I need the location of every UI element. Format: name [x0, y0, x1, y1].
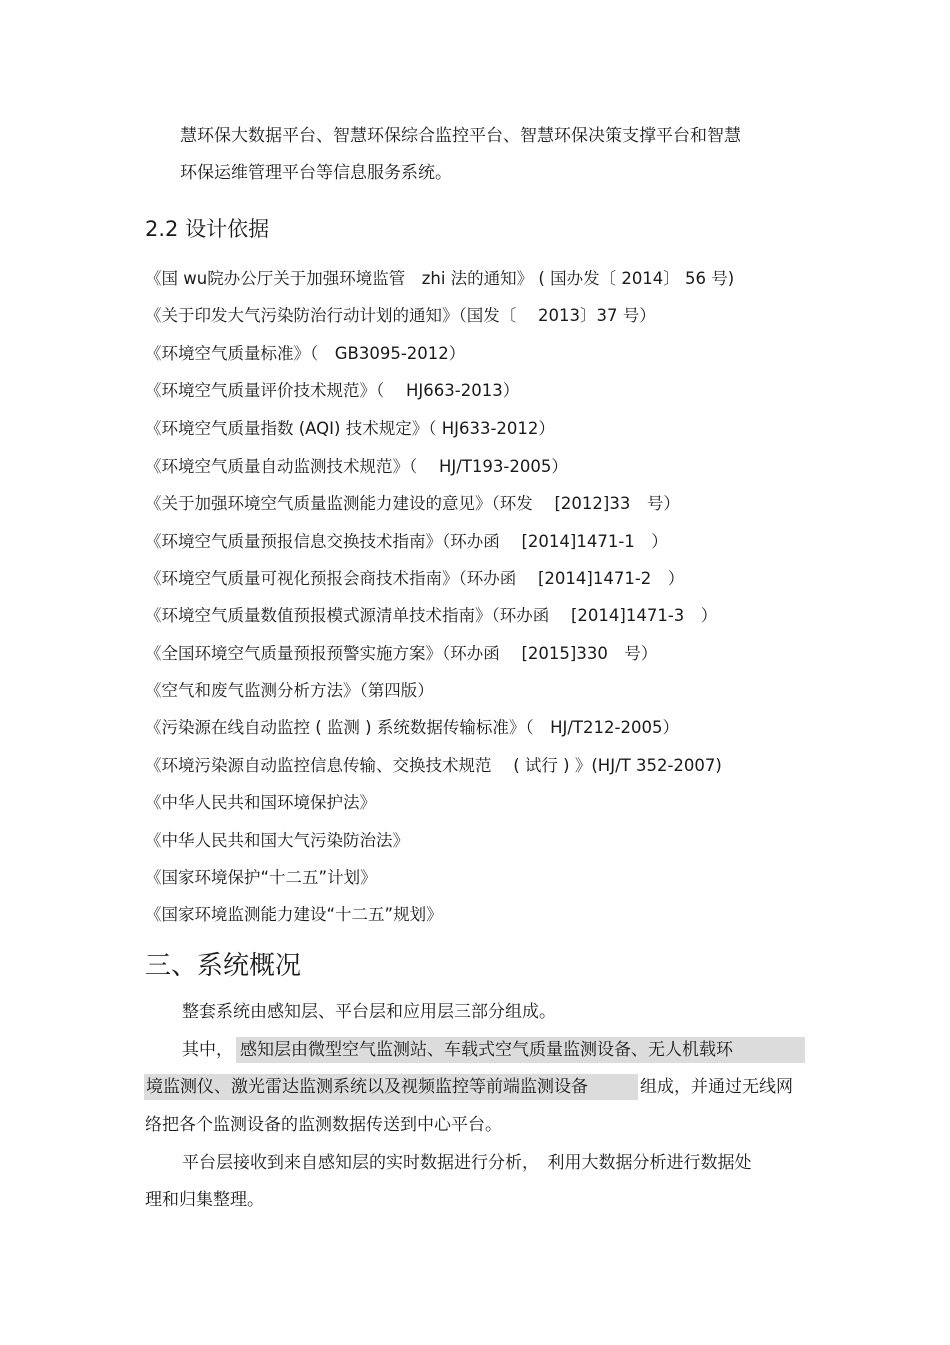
reference-item: 《环境空气质量指数 (AQI) 技术规定》（ HJ633-2012）: [145, 419, 555, 438]
reference-item: 《全国环境空气质量预报预警实施方案》（环办函 [2015]330 号）: [145, 644, 658, 663]
paragraph-2-prefix: 其中，: [182, 1040, 233, 1060]
reference-item: 《环境污染源自动监控信息传输、交换技术规范 ( 试行 ) 》(HJ/T 352-2007): [145, 756, 722, 775]
paragraph-1: 整套系统由感知层、平台层和应用层三部分组成。: [182, 1002, 556, 1022]
reference-item: 《国家环境监测能力建设“十二五”规划》: [145, 905, 443, 924]
reference-item: 《国家环境保护“十二五”计划》: [145, 868, 377, 887]
reference-item: 《环境空气质量评价技术规范》（ HJ663-2013）: [145, 381, 520, 400]
paragraph-3-line-2: 理和归集整理。: [145, 1190, 264, 1210]
reference-item: 《关于印发大气污染防治行动计划的通知》（国发〔 2013〕37 号）: [145, 306, 656, 325]
reference-item: 《环境空气质量自动监测技术规范》（ HJ/T193-2005）: [145, 457, 568, 476]
reference-item: 《环境空气质量标准》（ GB3095-2012）: [145, 344, 466, 363]
section-heading-3: 三、系统概况: [145, 951, 302, 981]
reference-item: 《环境空气质量预报信息交换技术指南》（环办函 [2014]1471-1 ）: [145, 532, 668, 551]
paragraph-2-highlight-2: 境监测仪、激光雷达监测系统以及视频监控等前端监测设备: [146, 1077, 588, 1097]
reference-item: 《中华人民共和国大气污染防治法》: [145, 831, 409, 850]
intro-line-2: 环保运维管理平台等信息服务系统。: [180, 163, 452, 183]
reference-item: 《环境空气质量可视化预报会商技术指南》（环办函 [2014]1471-2 ）: [145, 569, 685, 588]
intro-line-1: 慧环保大数据平台、智慧环保综合监控平台、智慧环保决策支撑平台和智慧: [180, 126, 741, 146]
reference-item: 《中华人民共和国环境保护法》: [145, 793, 376, 812]
reference-item: 《空气和废气监测分析方法》（第四版）: [145, 681, 434, 700]
paragraph-2-rest: 组成，并通过无线网: [640, 1077, 793, 1097]
section-heading-2-2: 2.2 设计依据: [145, 217, 270, 241]
reference-item: 《关于加强环境空气质量监测能力建设的意见》（环发 [2012]33 号）: [145, 494, 680, 513]
paragraph-3-line-1: 平台层接收到来自感知层的实时数据进行分析， 利用大数据分析进行数据处: [182, 1153, 752, 1173]
paragraph-2-line-3: 络把各个监测设备的监测数据传送到中心平台。: [145, 1115, 502, 1135]
reference-item: 《环境空气质量数值预报模式源清单技术指南》（环办函 [2014]1471-3 ）: [145, 606, 718, 625]
reference-item: 《国 wu院办公厅关于加强环境监管 zhi 法的通知》 ( 国办发〔 2014〕 56 号): [145, 269, 735, 288]
paragraph-2-highlight-1: 感知层由微型空气监测站、车载式空气质量监测设备、无人机载环: [240, 1040, 733, 1060]
reference-item: 《污染源在线自动监控 ( 监测 ) 系统数据传输标准》（ HJ/T212-2005）: [145, 718, 679, 737]
